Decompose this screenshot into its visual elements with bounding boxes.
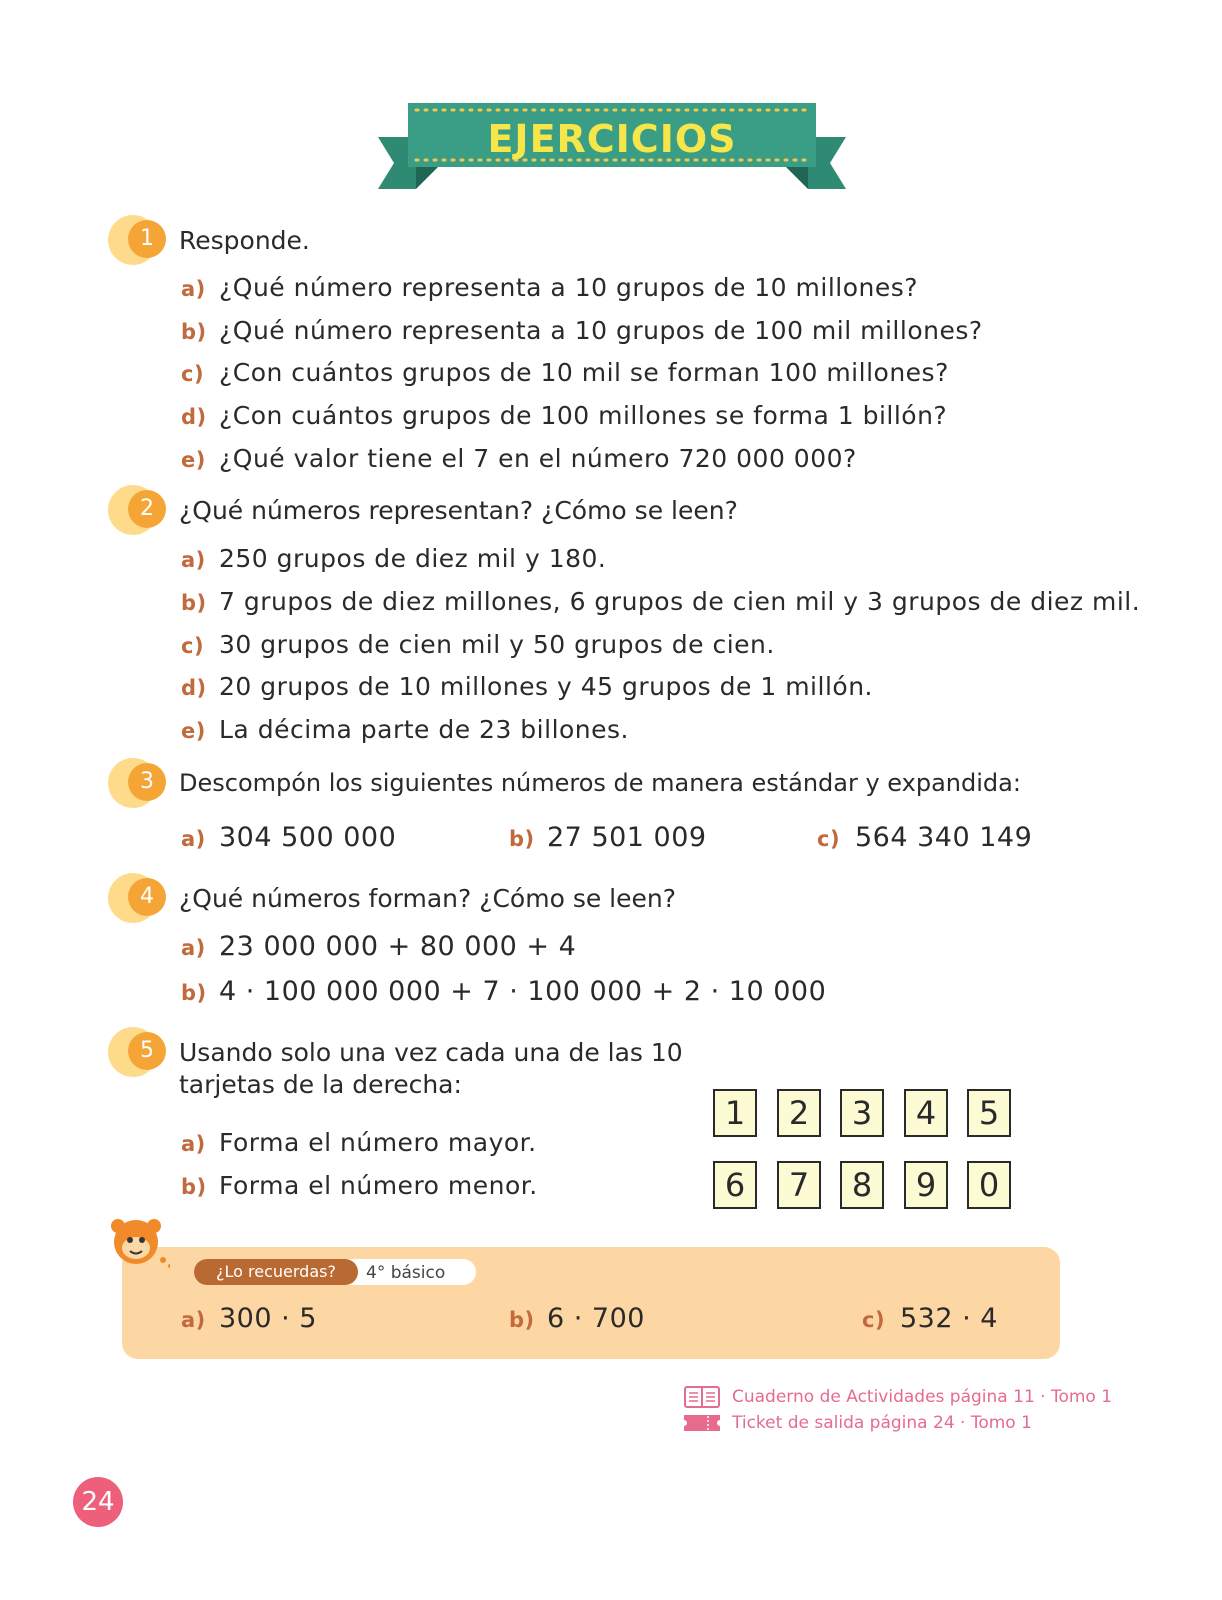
book-icon	[684, 1386, 720, 1408]
number-card: 5	[967, 1089, 1011, 1137]
exercise-1-title: Responde.	[179, 226, 310, 255]
exercise-5-item-a: a) Forma el número mayor.	[181, 1128, 537, 1157]
banner-title: EJERCICIOS	[487, 117, 737, 161]
number-card: 3	[840, 1089, 884, 1137]
exercise-2-title: ¿Qué números representan? ¿Cómo se leen?	[179, 496, 738, 525]
recall-tag-label: ¿Lo recuerdas?	[194, 1259, 358, 1285]
exercise-3-item-a: a) 304 500 000	[181, 822, 397, 853]
exercise-5-title-line2: tarjetas de la derecha:	[179, 1070, 462, 1099]
exercise-1-item-a: a) ¿Qué número representa a 10 grupos de 10 millones?	[181, 273, 919, 302]
reference-cuaderno: Cuaderno de Actividades página 11 · Tomo 1	[684, 1384, 1112, 1410]
page-number: 24	[73, 1477, 123, 1527]
ticket-icon	[684, 1412, 720, 1434]
exercise-3-item-b: b) 27 501 009	[509, 822, 707, 853]
exercise-number-badge: 5	[108, 1027, 166, 1085]
recall-grade: 4° básico	[366, 1263, 446, 1283]
exercise-5-title-line1: Usando solo una vez cada una de las 10	[179, 1038, 683, 1067]
exercise-1-item-c: c) ¿Con cuántos grupos de 10 mil se forman 100 millones?	[181, 358, 949, 387]
number-card: 2	[777, 1089, 821, 1137]
exercise-3-item-c: c) 564 340 149	[817, 822, 1033, 853]
exercise-3-title: Descompón los siguientes números de manera estándar y expandida:	[179, 769, 1021, 797]
exercise-4-title: ¿Qué números forman? ¿Cómo se leen?	[179, 884, 676, 913]
recall-item-c: c) 532 · 4	[862, 1303, 998, 1334]
exercise-2-item-c: c) 30 grupos de cien mil y 50 grupos de cien.	[181, 630, 775, 659]
number-card: 1	[713, 1089, 757, 1137]
recall-item-a: a) 300 · 5	[181, 1303, 317, 1334]
exercise-1-item-e: e) ¿Qué valor tiene el 7 en el número 720 000 000?	[181, 444, 857, 473]
exercise-number-badge: 2	[108, 485, 166, 543]
exercise-4-item-a: a) 23 000 000 + 80 000 + 4	[181, 931, 577, 962]
exercise-number-badge: 1	[108, 215, 166, 273]
exercise-2-item-d: d) 20 grupos de 10 millones y 45 grupos de 1 millón.	[181, 672, 873, 701]
monkey-mascot-icon	[106, 1214, 170, 1270]
exercise-number-badge: 4	[108, 873, 166, 931]
exercise-2-item-e: e) La décima parte de 23 billones.	[181, 715, 630, 744]
recall-tag	[194, 1259, 476, 1285]
number-card: 4	[904, 1089, 948, 1137]
exercise-1-item-b: b) ¿Qué número representa a 10 grupos de 100 mil millones?	[181, 316, 983, 345]
number-card: 0	[967, 1161, 1011, 1209]
exercise-4-item-b: b) 4 · 100 000 000 + 7 · 100 000 + 2 · 10 000	[181, 976, 827, 1007]
recall-item-b: b) 6 · 700	[509, 1303, 645, 1334]
ejercicios-banner	[378, 103, 846, 195]
exercise-2-item-a: a) 250 grupos de diez mil y 180.	[181, 544, 607, 573]
number-card: 6	[713, 1161, 757, 1209]
number-card: 9	[904, 1161, 948, 1209]
references	[684, 1384, 1112, 1436]
exercise-1-item-d: d) ¿Con cuántos grupos de 100 millones se forma 1 billón?	[181, 401, 948, 430]
reference-ticket: Ticket de salida página 24 · Tomo 1	[684, 1410, 1112, 1436]
number-card: 8	[840, 1161, 884, 1209]
number-card: 7	[777, 1161, 821, 1209]
exercise-2-item-b: b) 7 grupos de diez millones, 6 grupos de cien mil y 3 grupos de diez mil.	[181, 587, 1141, 616]
exercise-5-item-b: b) Forma el número menor.	[181, 1171, 538, 1200]
exercise-number-badge: 3	[108, 758, 166, 816]
